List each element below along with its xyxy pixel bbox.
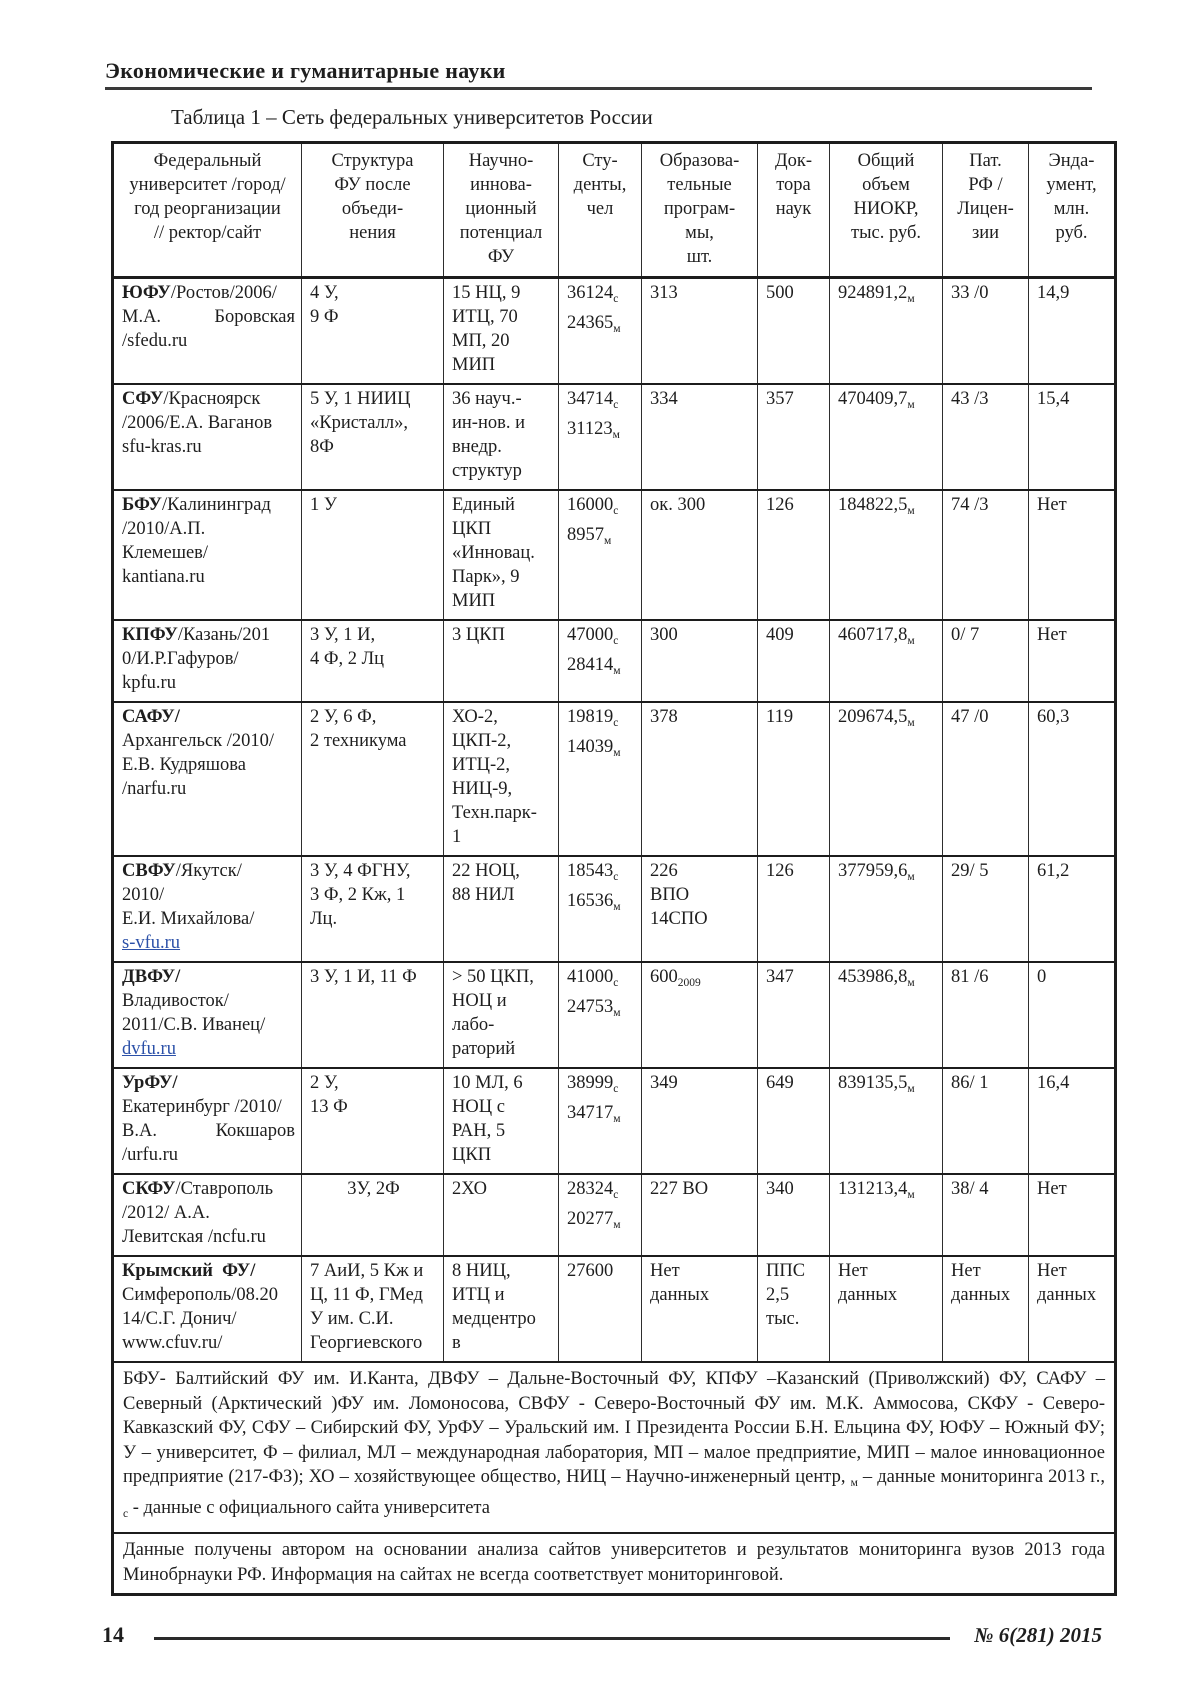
column-header-patents: Пат. РФ / Лицен- зии <box>943 143 1029 278</box>
table-row-kpfu <box>113 620 1116 702</box>
cell-doctors: 500 <box>758 278 830 385</box>
header-row <box>113 143 1116 278</box>
cell-edu-programs: 227 ВО <box>642 1174 758 1256</box>
page-number: 14 <box>102 1622 124 1647</box>
legend-note: БФУ- Балтийский ФУ им. И.Канта, ДВФУ – Дальне-Восточный ФУ, КПФУ –Казанский (Приволжский) ФУ, САФУ – Северный (Арктический )ФУ им. Ломоносова, СВФУ - Северо-Восточный ФУ им. М.К. Аммосова, СКФУ - Северо-Кавказский ФУ, СФУ – Сибирский ФУ, УрФУ – Уральский им. I Президента России Б.Н. Ельцина ФУ, ЮФУ – Южный ФУ; У – университет, Ф – филиал, МЛ – международная лаборатория, МП – малое предприятие, МИП – малое инновационное предприятие (217-ФЗ); ХО – хозяйствующее общество, НИЦ – Научно-инженерный центр, $_м$ – данные мониторинга 2013 г., $_с$ - данные с официального сайта университета <box>113 1362 1116 1533</box>
cell-doctors: 357 <box>758 384 830 490</box>
cell-structure: 5 У, 1 НИИЦ «Кристалл», 8Ф <box>302 384 444 490</box>
cell-sci-potential: 22 НОЦ, 88 НИЛ <box>444 856 559 962</box>
footer-rule <box>154 1637 950 1640</box>
cell-students: 27600 <box>559 1256 642 1362</box>
cell-edu-programs: 378 <box>642 702 758 856</box>
cell-endowment: 60,3 <box>1029 702 1116 856</box>
cell-patents: 86/ 1 <box>943 1068 1029 1174</box>
cell-university: УрФУ/ Екатеринбург /2010/ В.А. Кокшаров /urfu.ru <box>113 1068 302 1174</box>
cell-structure: 3 У, 1 И, 11 Ф <box>302 962 444 1068</box>
cell-niokr: $453986,8_м$ <box>830 962 943 1068</box>
cell-edu-programs: 313 <box>642 278 758 385</box>
cell-doctors: ППС 2,5 тыс. <box>758 1256 830 1362</box>
running-header <box>105 58 1092 90</box>
cell-niokr: $184822,5_м$ <box>830 490 943 620</box>
legend-row <box>113 1362 1116 1533</box>
table-row-dvfu <box>113 962 1116 1068</box>
cell-niokr: Нет данных <box>830 1256 943 1362</box>
cell-students: $36124_с$ $24365_м$ <box>559 278 642 385</box>
cell-niokr: $131213,4_м$ <box>830 1174 943 1256</box>
column-header-edu-programs: Образова- тельные програм- мы, шт. <box>642 143 758 278</box>
cell-sci-potential: > 50 ЦКП, НОЦ и лабо- раторий <box>444 962 559 1068</box>
cell-university: СКФУ/Ставрополь /2012/ А.А. Левитская /ncfu.ru <box>113 1174 302 1256</box>
cell-endowment: Нет данных <box>1029 1256 1116 1362</box>
cell-endowment: Нет <box>1029 620 1116 702</box>
cell-university: САФУ/ Архангельск /2010/ Е.В. Кудряшова /narfu.ru <box>113 702 302 856</box>
cell-sci-potential: 3 ЦКП <box>444 620 559 702</box>
cell-sci-potential: ХО-2, ЦКП-2, ИТЦ-2, НИЦ-9, Техн.парк- 1 <box>444 702 559 856</box>
cell-students: $34714_с$ $31123_м$ <box>559 384 642 490</box>
column-header-sci-potential: Научно- иннова- ционный потенциал ФУ <box>444 143 559 278</box>
table-row-sfu <box>113 384 1116 490</box>
cell-sci-potential: 15 НЦ, 9 ИТЦ, 70 МП, 20 МИП <box>444 278 559 385</box>
cell-doctors: 119 <box>758 702 830 856</box>
cell-university: Крымский ФУ/ Симферополь/08.20 14/С.Г. Донич/ www.cfuv.ru/ <box>113 1256 302 1362</box>
cell-niokr: $924891,2_м$ <box>830 278 943 385</box>
table-header <box>113 143 1116 278</box>
cell-endowment: 16,4 <box>1029 1068 1116 1174</box>
cell-edu-programs: $600_{2009}$ <box>642 962 758 1068</box>
cell-sci-potential: 36 науч.- ин-нов. и внедр. структур <box>444 384 559 490</box>
section-title: Экономические и гуманитарные науки <box>105 58 506 83</box>
cell-sci-potential: Единый ЦКП «Инновац. Парк», 9 МИП <box>444 490 559 620</box>
page-content <box>105 58 1115 1596</box>
cell-edu-programs: 334 <box>642 384 758 490</box>
cell-structure: 3 У, 4 ФГНУ, 3 Ф, 2 Кж, 1 Лц. <box>302 856 444 962</box>
cell-sci-potential: 2ХО <box>444 1174 559 1256</box>
cell-students: $38999_с$ $34717_м$ <box>559 1068 642 1174</box>
cell-university: КПФУ/Казань/201 0/И.Р.Гафуров/ kpfu.ru <box>113 620 302 702</box>
university-site-link[interactable]: s-vfu.ru <box>122 933 181 953</box>
cell-patents: 47 /0 <box>943 702 1029 856</box>
cell-university: СВФУ/Якутск/ 2010/ Е.И. Михайлова/ s-vfu.ru <box>113 856 302 962</box>
cell-structure: 3У, 2Ф <box>302 1174 444 1256</box>
cell-students: $16000_с$ $8957_м$ <box>559 490 642 620</box>
table-row-skfu <box>113 1174 1116 1256</box>
cell-endowment: Нет <box>1029 490 1116 620</box>
cell-patents: 38/ 4 <box>943 1174 1029 1256</box>
cell-endowment: 61,2 <box>1029 856 1116 962</box>
cell-edu-programs: ок. 300 <box>642 490 758 620</box>
page-footer <box>102 1622 1102 1648</box>
cell-endowment: 14,9 <box>1029 278 1116 385</box>
cell-students: $28324_с$ $20277_м$ <box>559 1174 642 1256</box>
cell-students: $18543_с$ $16536_м$ <box>559 856 642 962</box>
cell-doctors: 409 <box>758 620 830 702</box>
university-site-link[interactable]: dvfu.ru <box>122 1039 176 1059</box>
cell-edu-programs: 226 ВПО 14СПО <box>642 856 758 962</box>
cell-students: $47000_с$ $28414_м$ <box>559 620 642 702</box>
cell-patents: 33 /0 <box>943 278 1029 385</box>
table-row-crimea <box>113 1256 1116 1362</box>
cell-doctors: 126 <box>758 490 830 620</box>
column-header-university: Федеральный университет /город/ год реорганизации // ректор/сайт <box>113 143 302 278</box>
cell-doctors: 347 <box>758 962 830 1068</box>
cell-university: ДВФУ/ Владивосток/ 2011/С.В. Иванец/ dvfu.ru <box>113 962 302 1068</box>
cell-university: ЮФУ/Ростов/2006/ М.А. Боровская /sfedu.ru <box>113 278 302 385</box>
cell-niokr: $209674,5_м$ <box>830 702 943 856</box>
cell-endowment: 0 <box>1029 962 1116 1068</box>
table-row-yufu <box>113 278 1116 385</box>
cell-structure: 2 У, 6 Ф, 2 техникума <box>302 702 444 856</box>
table-row-svfu <box>113 856 1116 962</box>
table-row-urfu <box>113 1068 1116 1174</box>
cell-university: БФУ/Калининград /2010/А.П. Клемешев/ kantiana.ru <box>113 490 302 620</box>
cell-structure: 1 У <box>302 490 444 620</box>
cell-doctors: 126 <box>758 856 830 962</box>
cell-patents: 43 /3 <box>943 384 1029 490</box>
cell-university: СФУ/Красноярск /2006/Е.А. Ваганов sfu-kras.ru <box>113 384 302 490</box>
source-note-row <box>113 1533 1116 1595</box>
cell-patents: Нет данных <box>943 1256 1029 1362</box>
cell-patents: 0/ 7 <box>943 620 1029 702</box>
cell-niokr: $470409,7_м$ <box>830 384 943 490</box>
cell-sci-potential: 8 НИЦ, ИТЦ и медцентро в <box>444 1256 559 1362</box>
cell-patents: 29/ 5 <box>943 856 1029 962</box>
cell-niokr: $460717,8_м$ <box>830 620 943 702</box>
cell-structure: 2 У, 13 Ф <box>302 1068 444 1174</box>
column-header-structure: Структура ФУ после объеди- нения <box>302 143 444 278</box>
cell-endowment: 15,4 <box>1029 384 1116 490</box>
cell-structure: 3 У, 1 И, 4 Ф, 2 Лц <box>302 620 444 702</box>
table-row-safu <box>113 702 1116 856</box>
column-header-endowment: Энда- умент, млн. руб. <box>1029 143 1116 278</box>
universities-table <box>111 141 1117 1596</box>
cell-sci-potential: 10 МЛ, 6 НОЦ с РАН, 5 ЦКП <box>444 1068 559 1174</box>
column-header-niokr: Общий объем НИОКР, тыс. руб. <box>830 143 943 278</box>
table-row-bfu <box>113 490 1116 620</box>
table-body <box>113 278 1116 1595</box>
cell-niokr: $377959,6_м$ <box>830 856 943 962</box>
cell-doctors: 649 <box>758 1068 830 1174</box>
source-note: Данные получены автором на основании анализа сайтов университетов и результатов мониторинга вузов 2013 года Минобрнауки РФ. Информация на сайтах не всегда соответствует мониторинговой. <box>113 1533 1116 1595</box>
cell-edu-programs: 300 <box>642 620 758 702</box>
cell-endowment: Нет <box>1029 1174 1116 1256</box>
table-title: Таблица 1 – Сеть федеральных университетов России <box>171 105 653 129</box>
cell-niokr: $839135,5_м$ <box>830 1068 943 1174</box>
cell-doctors: 340 <box>758 1174 830 1256</box>
issue-label: № 6(281) 2015 <box>974 1622 1102 1647</box>
column-header-doctors: Док- тора наук <box>758 143 830 278</box>
column-header-students: Сту- денты, чел <box>559 143 642 278</box>
cell-structure: 4 У, 9 Ф <box>302 278 444 385</box>
cell-edu-programs: 349 <box>642 1068 758 1174</box>
cell-patents: 74 /3 <box>943 490 1029 620</box>
cell-edu-programs: Нет данных <box>642 1256 758 1362</box>
cell-students: $19819_с$ $14039_м$ <box>559 702 642 856</box>
cell-patents: 81 /6 <box>943 962 1029 1068</box>
cell-structure: 7 АиИ, 5 Кж и Ц, 11 Ф, ГМед У им. С.И. Георгиевского <box>302 1256 444 1362</box>
cell-students: $41000_с$ $24753_м$ <box>559 962 642 1068</box>
